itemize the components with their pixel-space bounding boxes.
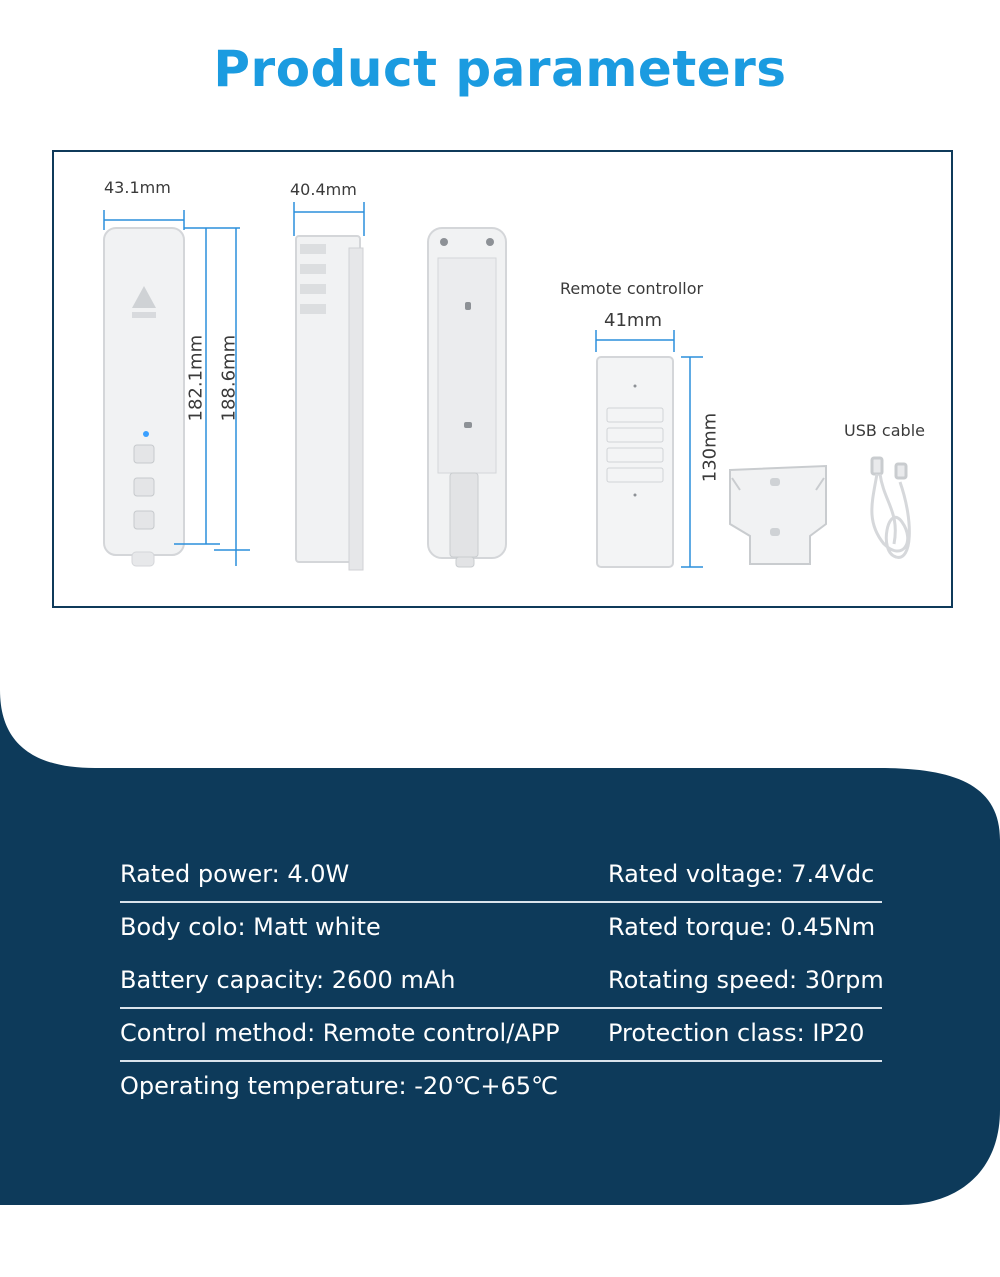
side-depth-dimension: 40.4mm <box>290 180 357 199</box>
spec-row <box>120 1009 882 1062</box>
spec-row <box>120 850 882 903</box>
spec-rated-torque: Rated torque: 0.45Nm <box>608 913 876 941</box>
motor-width-dimension: 43.1mm <box>104 178 171 197</box>
product-dimension-panel <box>52 150 953 608</box>
remote-height-dimension: 130mm <box>699 412 721 483</box>
usb-cable-label: USB cable <box>844 421 925 440</box>
spec-rotating-speed: Rotating speed: 30rpm <box>608 966 884 994</box>
spec-rated-power: Rated power: 4.0W <box>120 860 350 888</box>
spec-operating-temperature: Operating temperature: -20℃+65℃ <box>120 1072 558 1100</box>
remote-controller-illustration <box>596 330 703 567</box>
motor-length-short-dimension: 182.1mm <box>185 334 207 422</box>
spec-row <box>120 956 882 1009</box>
spec-row <box>120 903 882 956</box>
spec-body-color: Body colo: Matt white <box>120 913 381 941</box>
usb-cable-illustration <box>872 458 909 557</box>
spec-battery-capacity: Battery capacity: 2600 mAh <box>120 966 456 994</box>
spec-row <box>120 1062 882 1115</box>
motor-side-view <box>294 202 364 570</box>
spec-rated-voltage: Rated voltage: 7.4Vdc <box>608 860 875 888</box>
page-title: Product parameters <box>213 40 787 98</box>
motor-length-long-dimension: 188.6mm <box>218 334 240 422</box>
specifications-table <box>120 850 882 1115</box>
motor-back-view <box>428 228 506 567</box>
mounting-bracket-illustration <box>730 466 826 564</box>
remote-controller-label: Remote controllor <box>560 279 704 298</box>
spec-control-method: Control method: Remote control/APP <box>120 1019 560 1047</box>
spec-protection-class: Protection class: IP20 <box>608 1019 865 1047</box>
remote-width-dimension: 41mm <box>604 310 662 331</box>
